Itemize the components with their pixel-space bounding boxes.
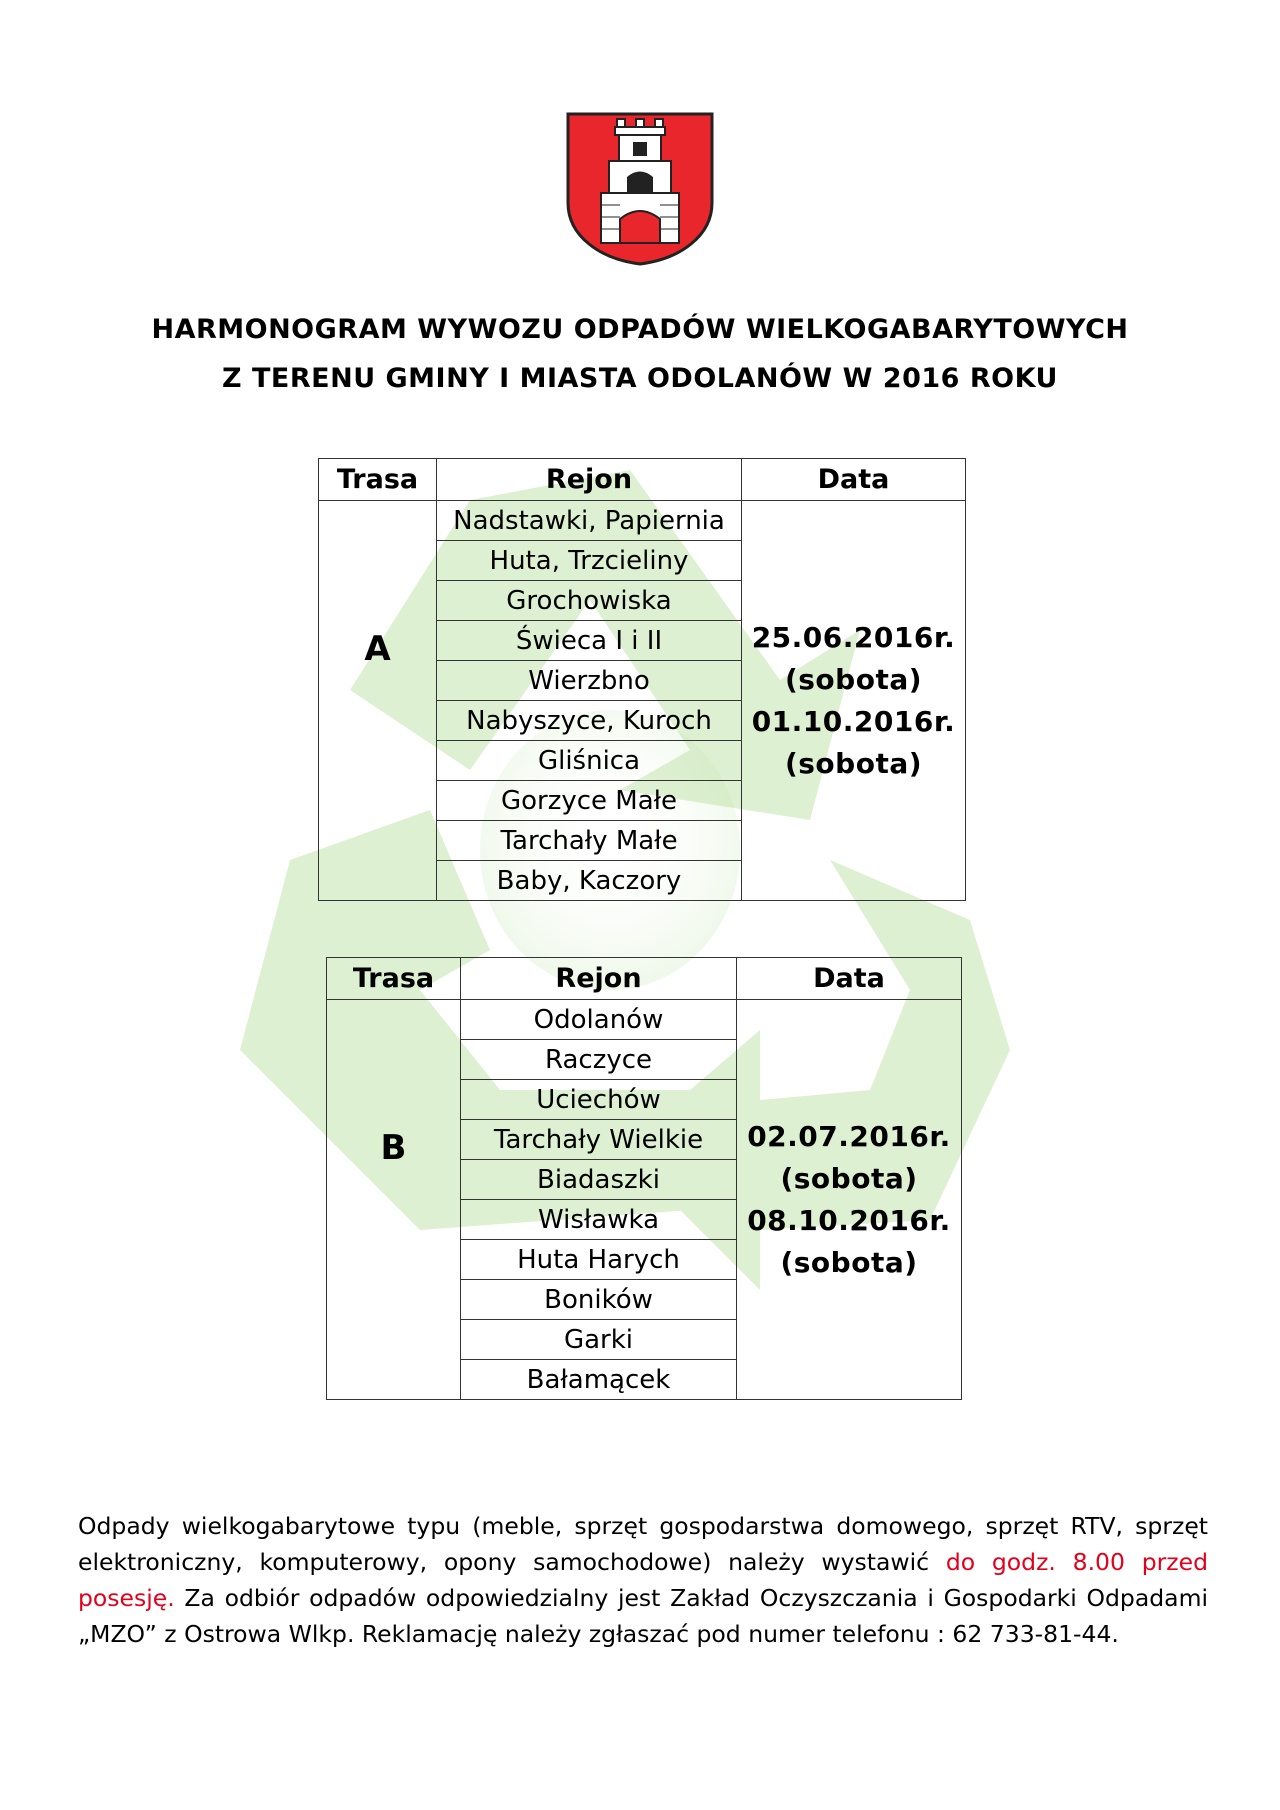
date-line: 01.10.2016r.: [751, 704, 956, 738]
region-cell: Nabyszyce, Kuroch: [437, 701, 742, 741]
region-cell: Garki: [461, 1320, 737, 1360]
region-cell: Huta Harych: [461, 1240, 737, 1280]
region-cell: Wisławka: [461, 1200, 737, 1240]
header-data: Data: [737, 958, 962, 1000]
route-label: [319, 501, 437, 901]
region-cell: Gliśnica: [437, 741, 742, 781]
route-letter: A: [364, 629, 391, 669]
document-title-line1: HARMONOGRAM WYWOZU ODPADÓW WIELKOGABARYTOWYCH: [151, 314, 1129, 345]
region-cell: Świeca I i II: [437, 621, 742, 661]
header-data: Data: [742, 459, 966, 501]
region-cell: Biadaszki: [461, 1160, 737, 1200]
region-cell: Uciechów: [461, 1080, 737, 1120]
header-rejon: Rejon: [461, 958, 737, 1000]
footer-text-part1: Odpady wielkogabarytowe typu (meble, sprzęt gospodarstwa domowego, sprzęt RTV, sprzęt elektroniczny, komputerowy, opony samochodowe) należy wystawić: [78, 1512, 1208, 1576]
footer-text-part2: Za odbiór odpadów odpowiedzialny jest Zakład Oczyszczania i Gospodarki Odpadami „MZO” z Ostrowa Wlkp. Reklamację należy zgłaszać pod numer telefonu : 62 733-81-44.: [78, 1584, 1208, 1648]
date-line: 25.06.2016r.: [751, 620, 956, 654]
region-cell: Wierzbno: [437, 661, 742, 701]
region-cell: Raczyce: [461, 1040, 737, 1080]
region-cell: Gorzyce Małe: [437, 781, 742, 821]
route-letter: B: [380, 1128, 407, 1168]
dates-cell: [742, 501, 966, 901]
date-day-line: (sobota): [784, 662, 923, 696]
route-label: [327, 1000, 461, 1400]
odolanow-coat-of-arms-icon: [565, 111, 715, 266]
schedule-table-route-a: [318, 458, 966, 901]
header-trasa: Trasa: [327, 958, 461, 1000]
region-cell: Grochowiska: [437, 581, 742, 621]
date-day-line: (sobota): [784, 746, 923, 780]
schedule-table-route-b: [326, 957, 962, 1400]
region-cell: Nadstawki, Papiernia: [437, 501, 742, 541]
region-cell: Huta, Trzcieliny: [437, 541, 742, 581]
date-line: 02.07.2016r.: [747, 1119, 951, 1153]
region-cell: Odolanów: [461, 1000, 737, 1040]
footer-notice: [78, 1508, 1208, 1652]
document-title-line2: Z TERENU GMINY I MIASTA ODOLANÓW W 2016 ROKU: [222, 363, 1058, 394]
header-rejon: Rejon: [437, 459, 742, 501]
dates-cell: [737, 1000, 962, 1400]
region-cell: Baby, Kaczory: [437, 861, 742, 901]
date-day-line: (sobota): [780, 1245, 918, 1279]
region-cell: Tarchały Wielkie: [461, 1120, 737, 1160]
region-cell: Tarchały Małe: [437, 821, 742, 861]
date-day-line: (sobota): [780, 1161, 918, 1195]
date-line: 08.10.2016r.: [747, 1203, 951, 1237]
header-trasa: Trasa: [319, 459, 437, 501]
region-cell: Boników: [461, 1280, 737, 1320]
footer-highlight-deadline: do godz. 8.00 przed posesję.: [78, 1548, 1208, 1612]
region-cell: Bałamącek: [461, 1360, 737, 1400]
